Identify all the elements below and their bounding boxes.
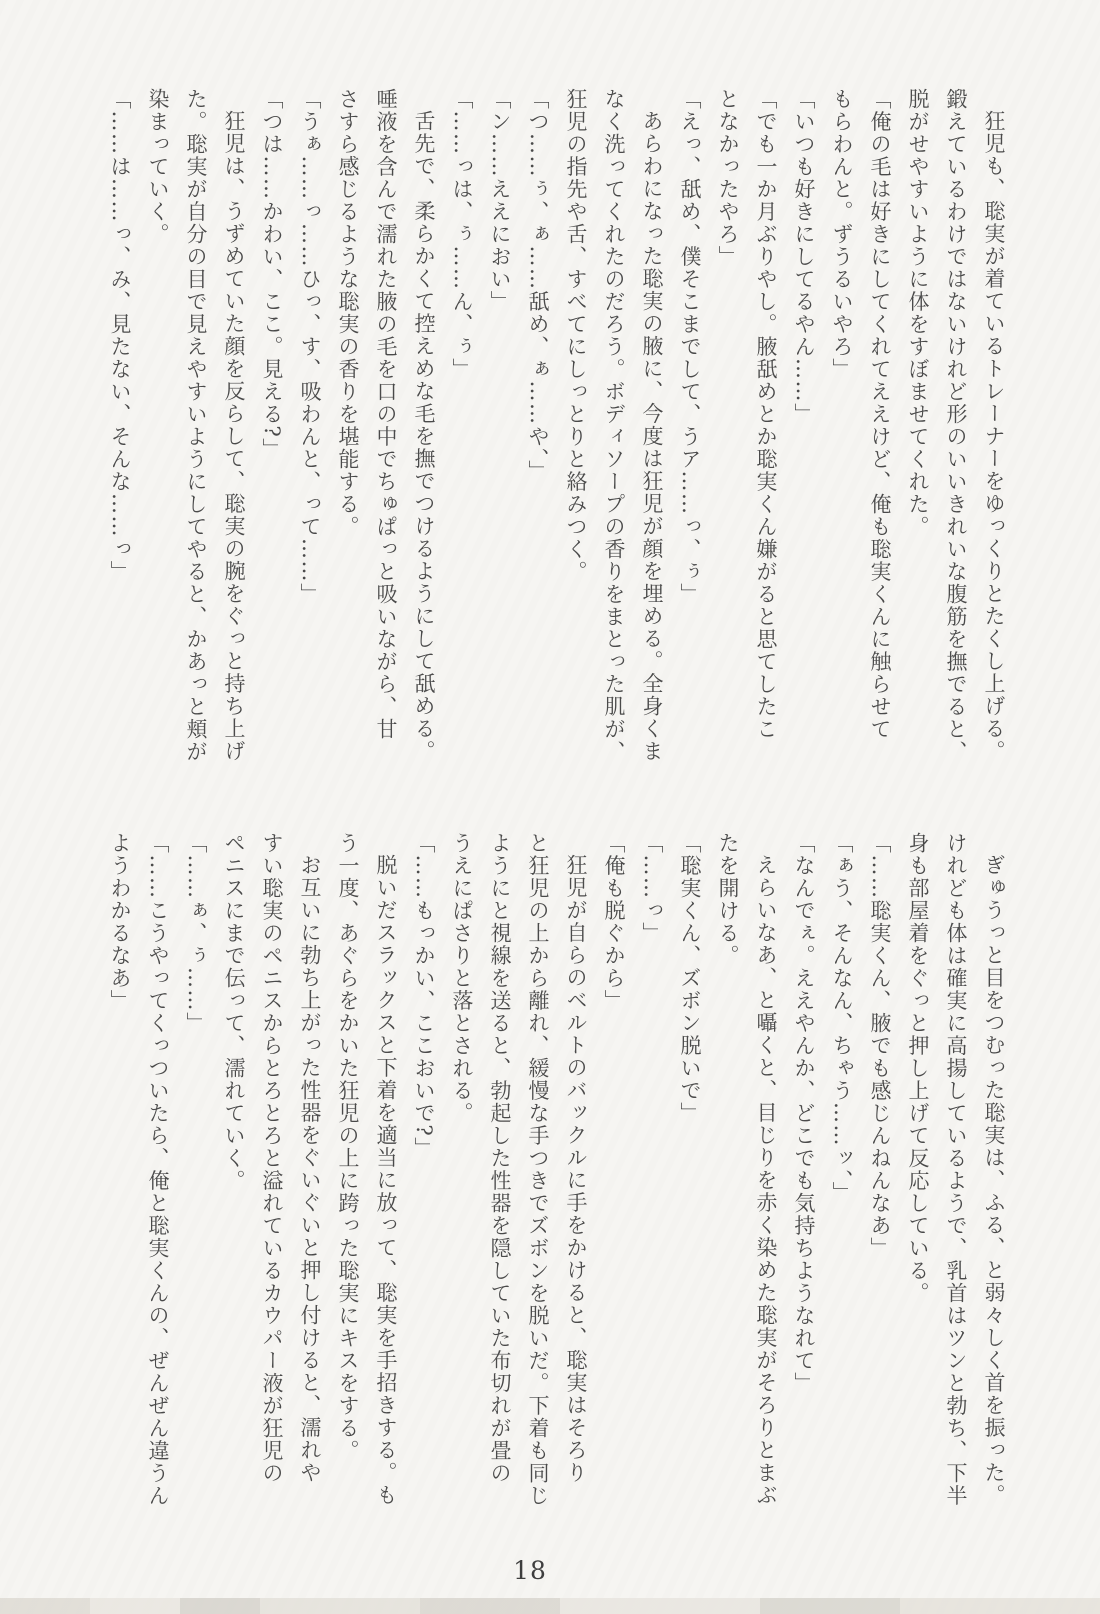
text-column: 「俺の毛は好きにしてくれてええけど、俺も聡実くんに触らせて: [868, 88, 892, 741]
text-block-top: [97, 88, 1009, 770]
text-column: 「……っ」: [640, 832, 664, 945]
text-column: 狂児は、うずめていた顔を反らして、聡実の腕をぐっと持ち上げ: [222, 110, 246, 763]
text-column: 「うぁ……っ……ひっ、す、吸わんと、って……」: [298, 88, 322, 606]
text-column: けれども体は確実に高揚しているようで、乳首はツンと勃ち、下半: [944, 832, 968, 1507]
text-column: えらいなあ、と囁くと、目じりを赤く染めた聡実がそろりとまぶ: [754, 854, 778, 1507]
text-column: た。聡実が自分の目で見えやすいようにしてやると、かあっと頬が: [184, 88, 208, 763]
text-column: 「つ……ぅ、ぁ……舐め、ぁ……や、」: [526, 88, 550, 483]
text-column: 「……ぁ、ぅ……」: [184, 832, 208, 1035]
text-column: う一度、あぐらをかいた狂児の上に跨った聡実にキスをする。: [336, 832, 360, 1462]
text-column: 「ぁう、そんなん、ちゃう……ッ、」: [830, 832, 854, 1204]
text-column: 「えっ、舐め、僕そこまでして、うア……っ、ぅ」: [678, 88, 702, 606]
text-column: すい聡実のペニスからとろとろと溢れているカウパー液が狂児の: [260, 832, 284, 1485]
text-column: ようにと視線を送ると、勃起した性器を隠していた布切れが畳の: [488, 832, 512, 1485]
text-column: 染まっていく。: [146, 88, 170, 246]
text-column: 「つは……かわい、ここ。見える?」: [260, 88, 284, 461]
text-column: なく洗ってくれたのだろう。ボディソープの香りをまとった肌が、: [602, 88, 626, 763]
text-column: となかったやろ」: [716, 88, 740, 268]
text-column: 「なんでぇ。ええやんか、どこでも気持ちようなれて」: [792, 832, 816, 1395]
text-column: 脱がせやすいように体をすぼませてくれた。: [906, 88, 930, 538]
text-column: あらわになった聡実の腋に、今度は狂児が顔を埋める。全身くま: [640, 110, 664, 763]
text-column: 狂児も、聡実が着ているトレーナーをゆっくりとたくし上げる。: [982, 110, 1006, 763]
text-column: 脱いだスラックスと下着を適当に放って、聡実を手招きする。も: [374, 854, 398, 1507]
text-column: ようわかるなあ」: [108, 832, 132, 1012]
text-column: 「……もっかい、ここおいで?」: [412, 832, 436, 1160]
text-column: 「……は……っ、み、見たない、そんな……っ」: [108, 88, 132, 583]
text-column: ぎゅうっと目をつむった聡実は、ふる、と弱々しく首を振った。: [982, 854, 1006, 1507]
page-number: 18: [513, 1556, 547, 1585]
text-column: 「聡実くん、ズボン脱いで」: [678, 832, 702, 1125]
text-column: 「ン……ええにおい」: [488, 88, 512, 313]
text-column: ペニスにまで伝って、濡れていく。: [222, 832, 246, 1192]
text-column: 「俺も脱ぐから」: [602, 832, 626, 1012]
scan-edge: [0, 1598, 1100, 1614]
text-column: 「でも一か月ぶりやし。腋舐めとか聡実くん嫌がると思てしたこ: [754, 88, 778, 741]
text-column: 「……聡実くん、腋でも感じんねんなあ」: [868, 832, 892, 1260]
text-column: うえにぱさりと落とされる。: [450, 832, 474, 1125]
text-column: 鍛えているわけではないけれど形のいいきれいな腹筋を撫でると、: [944, 88, 968, 763]
text-column: もらわんと。ずうるいやろ」: [830, 88, 854, 381]
text-column: 狂児が自らのベルトのバックルに手をかけると、聡実はそろり: [564, 854, 588, 1484]
text-column: 唾液を含んで濡れた腋の毛を口の中でちゅぱっと吸いながら、甘: [374, 88, 398, 741]
text-column: お互いに勃ち上がった性器をぐいぐいと押し付けると、濡れや: [298, 854, 322, 1484]
text-column: さすら感じるような聡実の香りを堪能する。: [336, 88, 360, 538]
text-column: 「……こうやってくっついたら、俺と聡実くんの、ぜんぜん違うん: [146, 832, 170, 1507]
text-column: 身も部屋着をぐっと押し上げて反応している。: [906, 832, 930, 1305]
text-column: 「いつも好きにしてるやん……」: [792, 88, 816, 426]
text-column: 舌先で、柔らかくて控えめな毛を撫でつけるようにして舐める。: [412, 110, 436, 763]
text-column: 「……っは、ぅ……ん、ぅ」: [450, 88, 474, 381]
text-block-bottom: [97, 832, 1009, 1514]
text-column: たを開ける。: [716, 832, 740, 967]
text-column: と狂児の上から離れ、緩慢な手つきでズボンを脱いだ。下着も同じ: [526, 832, 550, 1507]
text-column: 狂児の指先や舌、すべてにしっとりと絡みつく。: [564, 88, 588, 583]
